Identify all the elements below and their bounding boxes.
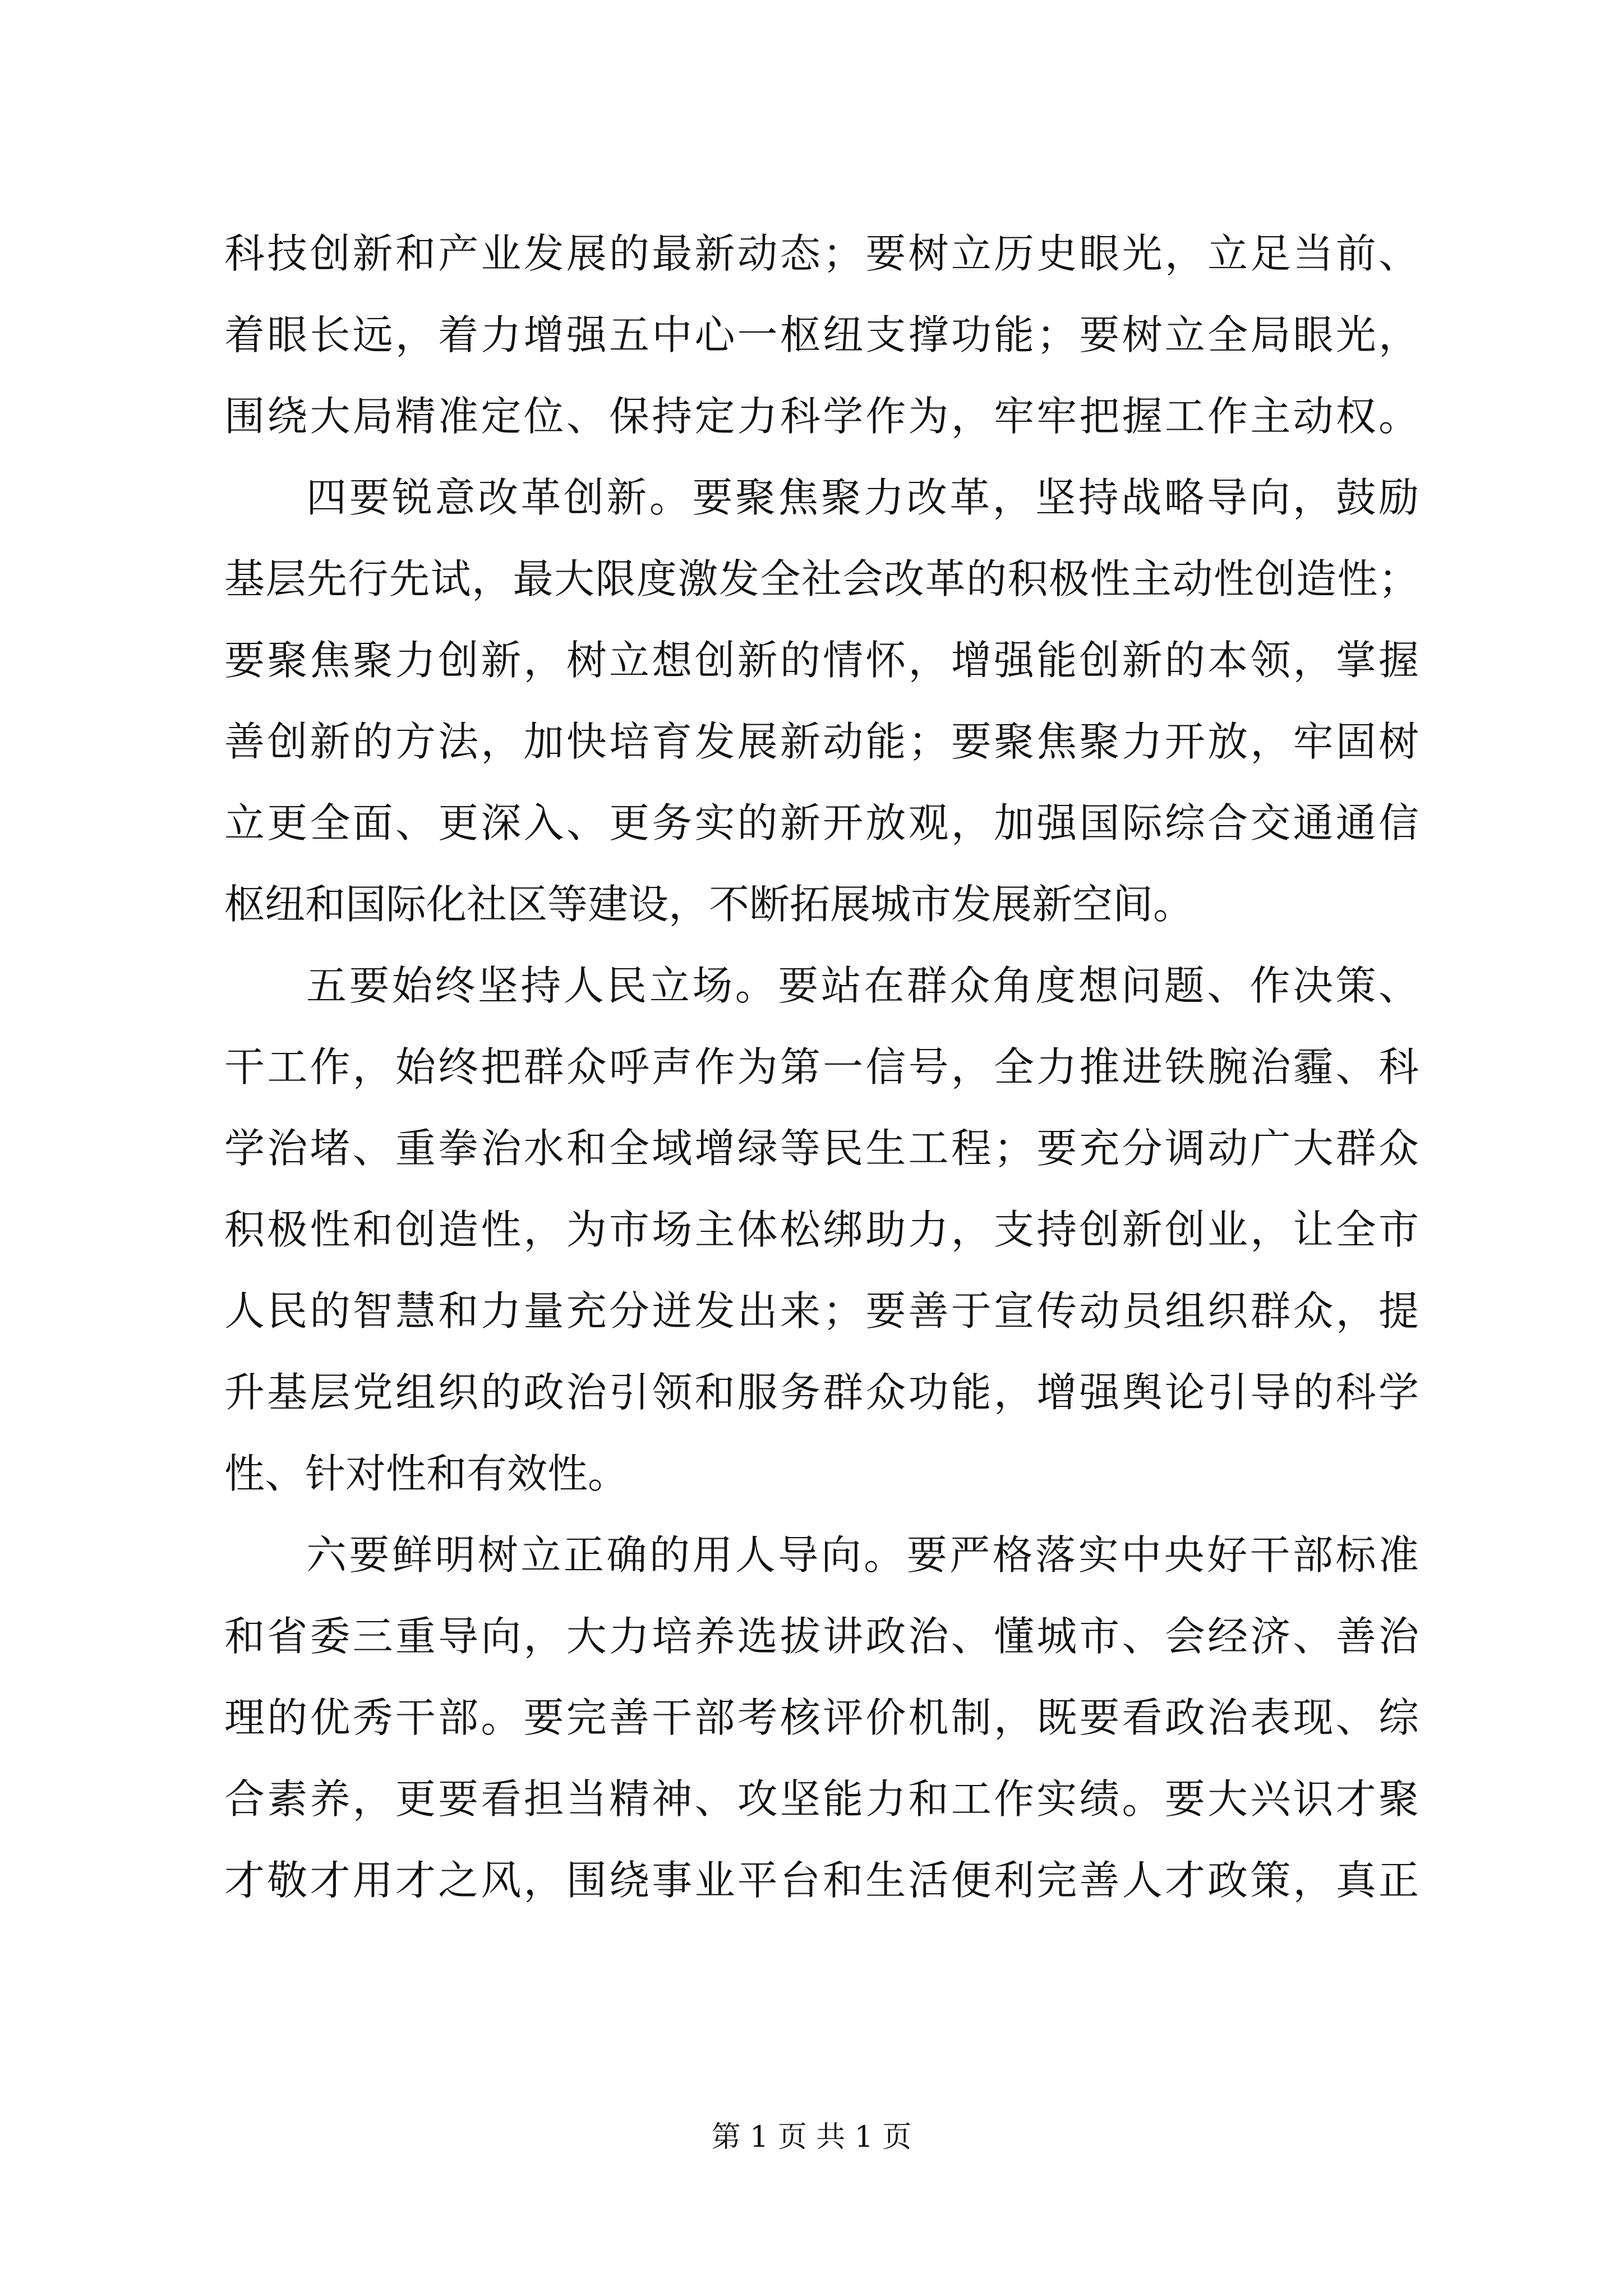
text-line: 着眼长远，着力增强五中心一枢纽支撑功能；要树立全局眼光， bbox=[224, 311, 1419, 358]
text-line: 枢纽和国际化社区等建设，不断拓展城市发展新空间。 bbox=[224, 881, 1194, 928]
text-line: 围绕大局精准定位、保持定力科学作为，牢牢把握工作主动权。 bbox=[224, 393, 1419, 440]
text-line: 五要始终坚持人民立场。要站在群众角度想问题、作决策、 bbox=[306, 962, 1419, 1009]
text-line: 立更全面、更深入、更务实的新开放观，加强国际综合交通通信 bbox=[224, 799, 1419, 846]
document-body bbox=[224, 213, 1419, 1921]
text-line: 才敬才用才之风，围绕事业平台和生活便利完善人才政策，真正 bbox=[224, 1857, 1419, 1904]
text-line: 干工作，始终把群众呼声作为第一信号，全力推进铁腕治霾、科 bbox=[224, 1043, 1419, 1091]
text-line: 性、针对性和有效性。 bbox=[224, 1450, 629, 1497]
text-line: 积极性和创造性，为市场主体松绑助力，支持创新创业，让全市 bbox=[224, 1206, 1419, 1253]
text-line: 科技创新和产业发展的最新动态；要树立历史眼光，立足当前、 bbox=[224, 230, 1419, 277]
text-line: 基层先行先试，最大限度激发全社会改革的积极性主动性创造性； bbox=[224, 555, 1419, 602]
page-number-footer: 第 1 页 共 1 页 bbox=[711, 2120, 912, 2154]
text-line: 理的优秀干部。要完善干部考核评价机制，既要看政治表现、综 bbox=[224, 1694, 1419, 1741]
text-line: 人民的智慧和力量充分迸发出来；要善于宣传动员组织群众，提 bbox=[224, 1287, 1419, 1335]
text-line: 合素养，更要看担当精神、攻坚能力和工作实绩。要大兴识才聚 bbox=[224, 1775, 1419, 1823]
paragraph-2 bbox=[224, 457, 1419, 945]
paragraph-4 bbox=[224, 1515, 1419, 1921]
text-line: 要聚焦聚力创新，树立想创新的情怀，增强能创新的本领，掌握 bbox=[224, 637, 1419, 684]
text-line: 和省委三重导向，大力培养选拔讲政治、懂城市、会经济、善治 bbox=[224, 1613, 1419, 1660]
paragraph-3 bbox=[224, 945, 1419, 1515]
text-line: 四要锐意改革创新。要聚焦聚力改革，坚持战略导向，鼓励 bbox=[306, 474, 1419, 521]
text-line: 六要鲜明树立正确的用人导向。要严格落实中央好干部标准 bbox=[306, 1531, 1419, 1579]
paragraph-1 bbox=[224, 213, 1419, 457]
text-line: 善创新的方法，加快培育发展新动能；要聚焦聚力开放，牢固树 bbox=[224, 718, 1419, 765]
text-line: 升基层党组织的政治引领和服务群众功能，增强舆论引导的科学 bbox=[224, 1369, 1419, 1416]
text-line: 学治堵、重拳治水和全域增绿等民生工程；要充分调动广大群众 bbox=[224, 1125, 1419, 1172]
